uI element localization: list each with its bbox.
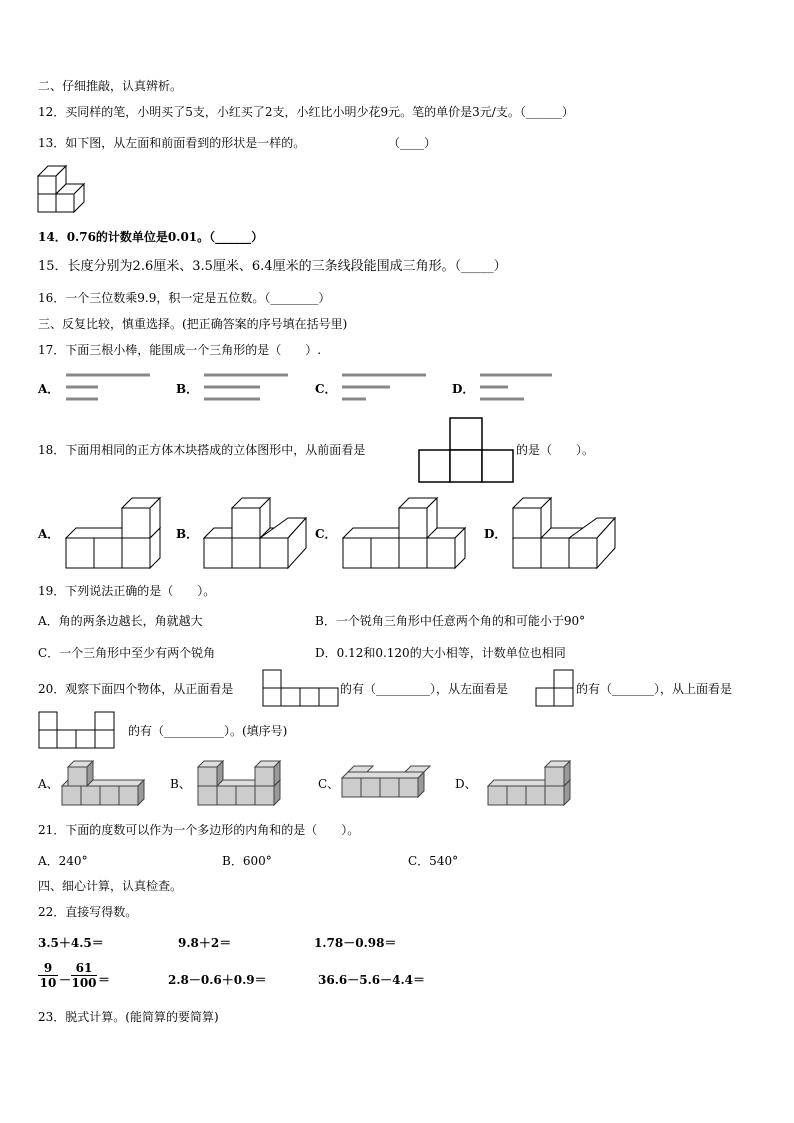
question-15: 15．长度分别为2.6厘米、3.5厘米、6.4厘米的三条线段能围成三角形。（_____） [38, 259, 507, 274]
question-12: 12．买同样的笔，小明买了5支，小红买了2支，小红比小明少花9元。笔的单价是3元/支。（______） [38, 105, 574, 119]
fraction-2-denominator: 100 [71, 976, 97, 990]
q19-option-c: C．一个三角形中至少有两个锐角 [38, 646, 216, 660]
question-14: 14．0.76的计数单位是0.01。（______） [38, 230, 264, 244]
q18-front-view-figure [418, 417, 514, 483]
q20-option-a-figure [60, 758, 146, 808]
q18-option-b-label: B． [176, 527, 199, 541]
fraction-2-numerator: 61 [75, 961, 93, 975]
q20-left-view-figure [535, 669, 577, 709]
question-13-blank: （____） [388, 136, 437, 150]
question-13: 13．如下图，从左面和前面看到的形状是一样的。 [38, 136, 306, 150]
q20-top-view-figure [38, 711, 116, 751]
q17-option-d-sticks [480, 372, 570, 404]
question-20-part3: 的有（_______），从上面看是 [576, 682, 733, 696]
q17-option-b-label: B． [176, 382, 199, 396]
q22-expr-1: 3.5＋4.5＝ [38, 936, 104, 950]
question-21: 21．下面的度数可以作为一个多边形的内角和的是（ ）。 [38, 823, 360, 837]
q20-front-view-figure [262, 669, 340, 709]
q22-fraction-2 [71, 961, 97, 990]
q20-option-d-figure [486, 758, 576, 808]
q18-option-b-figure [204, 496, 310, 570]
q22-expr-2: 9.8＋2＝ [178, 936, 232, 950]
q22-fraction-1 [38, 961, 58, 990]
q17-option-a-label: A． [38, 382, 60, 396]
q17-option-c-sticks [342, 372, 432, 404]
q20-option-b-figure [196, 758, 282, 808]
q17-option-d-label: D． [452, 382, 475, 396]
question-20-part4: 的有（__________）。(填序号) [128, 724, 288, 738]
question-16: 16．一个三位数乘9.9，积一定是五位数。（________） [38, 291, 331, 305]
q22-fraction-equals: ＝ [98, 973, 111, 987]
q22-expr-3: 1.78－0.98＝ [314, 936, 397, 950]
q22-expr-4: 2.8－0.6＋0.9＝ [168, 973, 267, 987]
question-20-part2: 的有（_________），从左面看是 [340, 682, 509, 696]
q13-cube-figure [38, 164, 88, 214]
question-23: 23．脱式计算。(能简算的要简算) [38, 1010, 219, 1024]
q17-option-c-label: C． [315, 382, 337, 396]
q20-option-c-label: C、 [318, 777, 340, 791]
q18-option-d-figure [513, 496, 619, 570]
q20-option-d-label: D、 [455, 777, 477, 791]
q17-option-a-sticks [66, 372, 156, 404]
q19-option-d: D．0.12和0.120的大小相等，计数单位也相同 [315, 646, 566, 660]
question-19: 19．下列说法正确的是（ ）。 [38, 584, 216, 598]
q21-option-b: B．600° [222, 854, 272, 868]
q20-option-c-figure [340, 764, 430, 804]
q20-option-b-label: B、 [170, 777, 191, 791]
q18-option-c-label: C． [315, 527, 337, 541]
q18-option-c-figure [343, 496, 473, 570]
q22-expr-5: 36.6－5.6－4.4＝ [318, 973, 425, 987]
question-18-suffix: 的是（ ）。 [516, 443, 595, 457]
section-4-heading: 四、细心计算，认真检查。 [38, 879, 183, 893]
q20-option-a-label: A、 [38, 777, 59, 791]
section-2-heading: 二、仔细推敲，认真辨析。 [38, 79, 183, 93]
fraction-1-denominator: 10 [39, 976, 57, 990]
q18-option-d-label: D． [484, 527, 507, 541]
q22-fraction-operator: － [59, 973, 72, 987]
q18-option-a-label: A． [38, 527, 60, 541]
fraction-1-numerator: 9 [43, 961, 53, 975]
q18-option-a-figure [66, 496, 172, 570]
q17-option-b-sticks [204, 372, 294, 404]
section-3-heading: 三、反复比较，慎重选择。(把正确答案的序号填在括号里) [38, 317, 348, 331]
question-20-part1: 20．观察下面四个物体，从正面看是 [38, 682, 234, 696]
q21-option-a: A．240° [38, 854, 88, 868]
question-22: 22．直接写得数。 [38, 905, 138, 919]
q19-option-b: B．一个锐角三角形中任意两个角的和可能小于90° [315, 614, 586, 628]
question-18-prefix: 18．下面用相同的正方体木块搭成的立体图形中，从前面看是 [38, 443, 366, 457]
question-17: 17．下面三根小棒，能围成一个三角形的是（ ）. [38, 343, 322, 357]
q19-option-a: A．角的两条边越长，角就越大 [38, 614, 203, 628]
q21-option-c: C．540° [408, 854, 459, 868]
